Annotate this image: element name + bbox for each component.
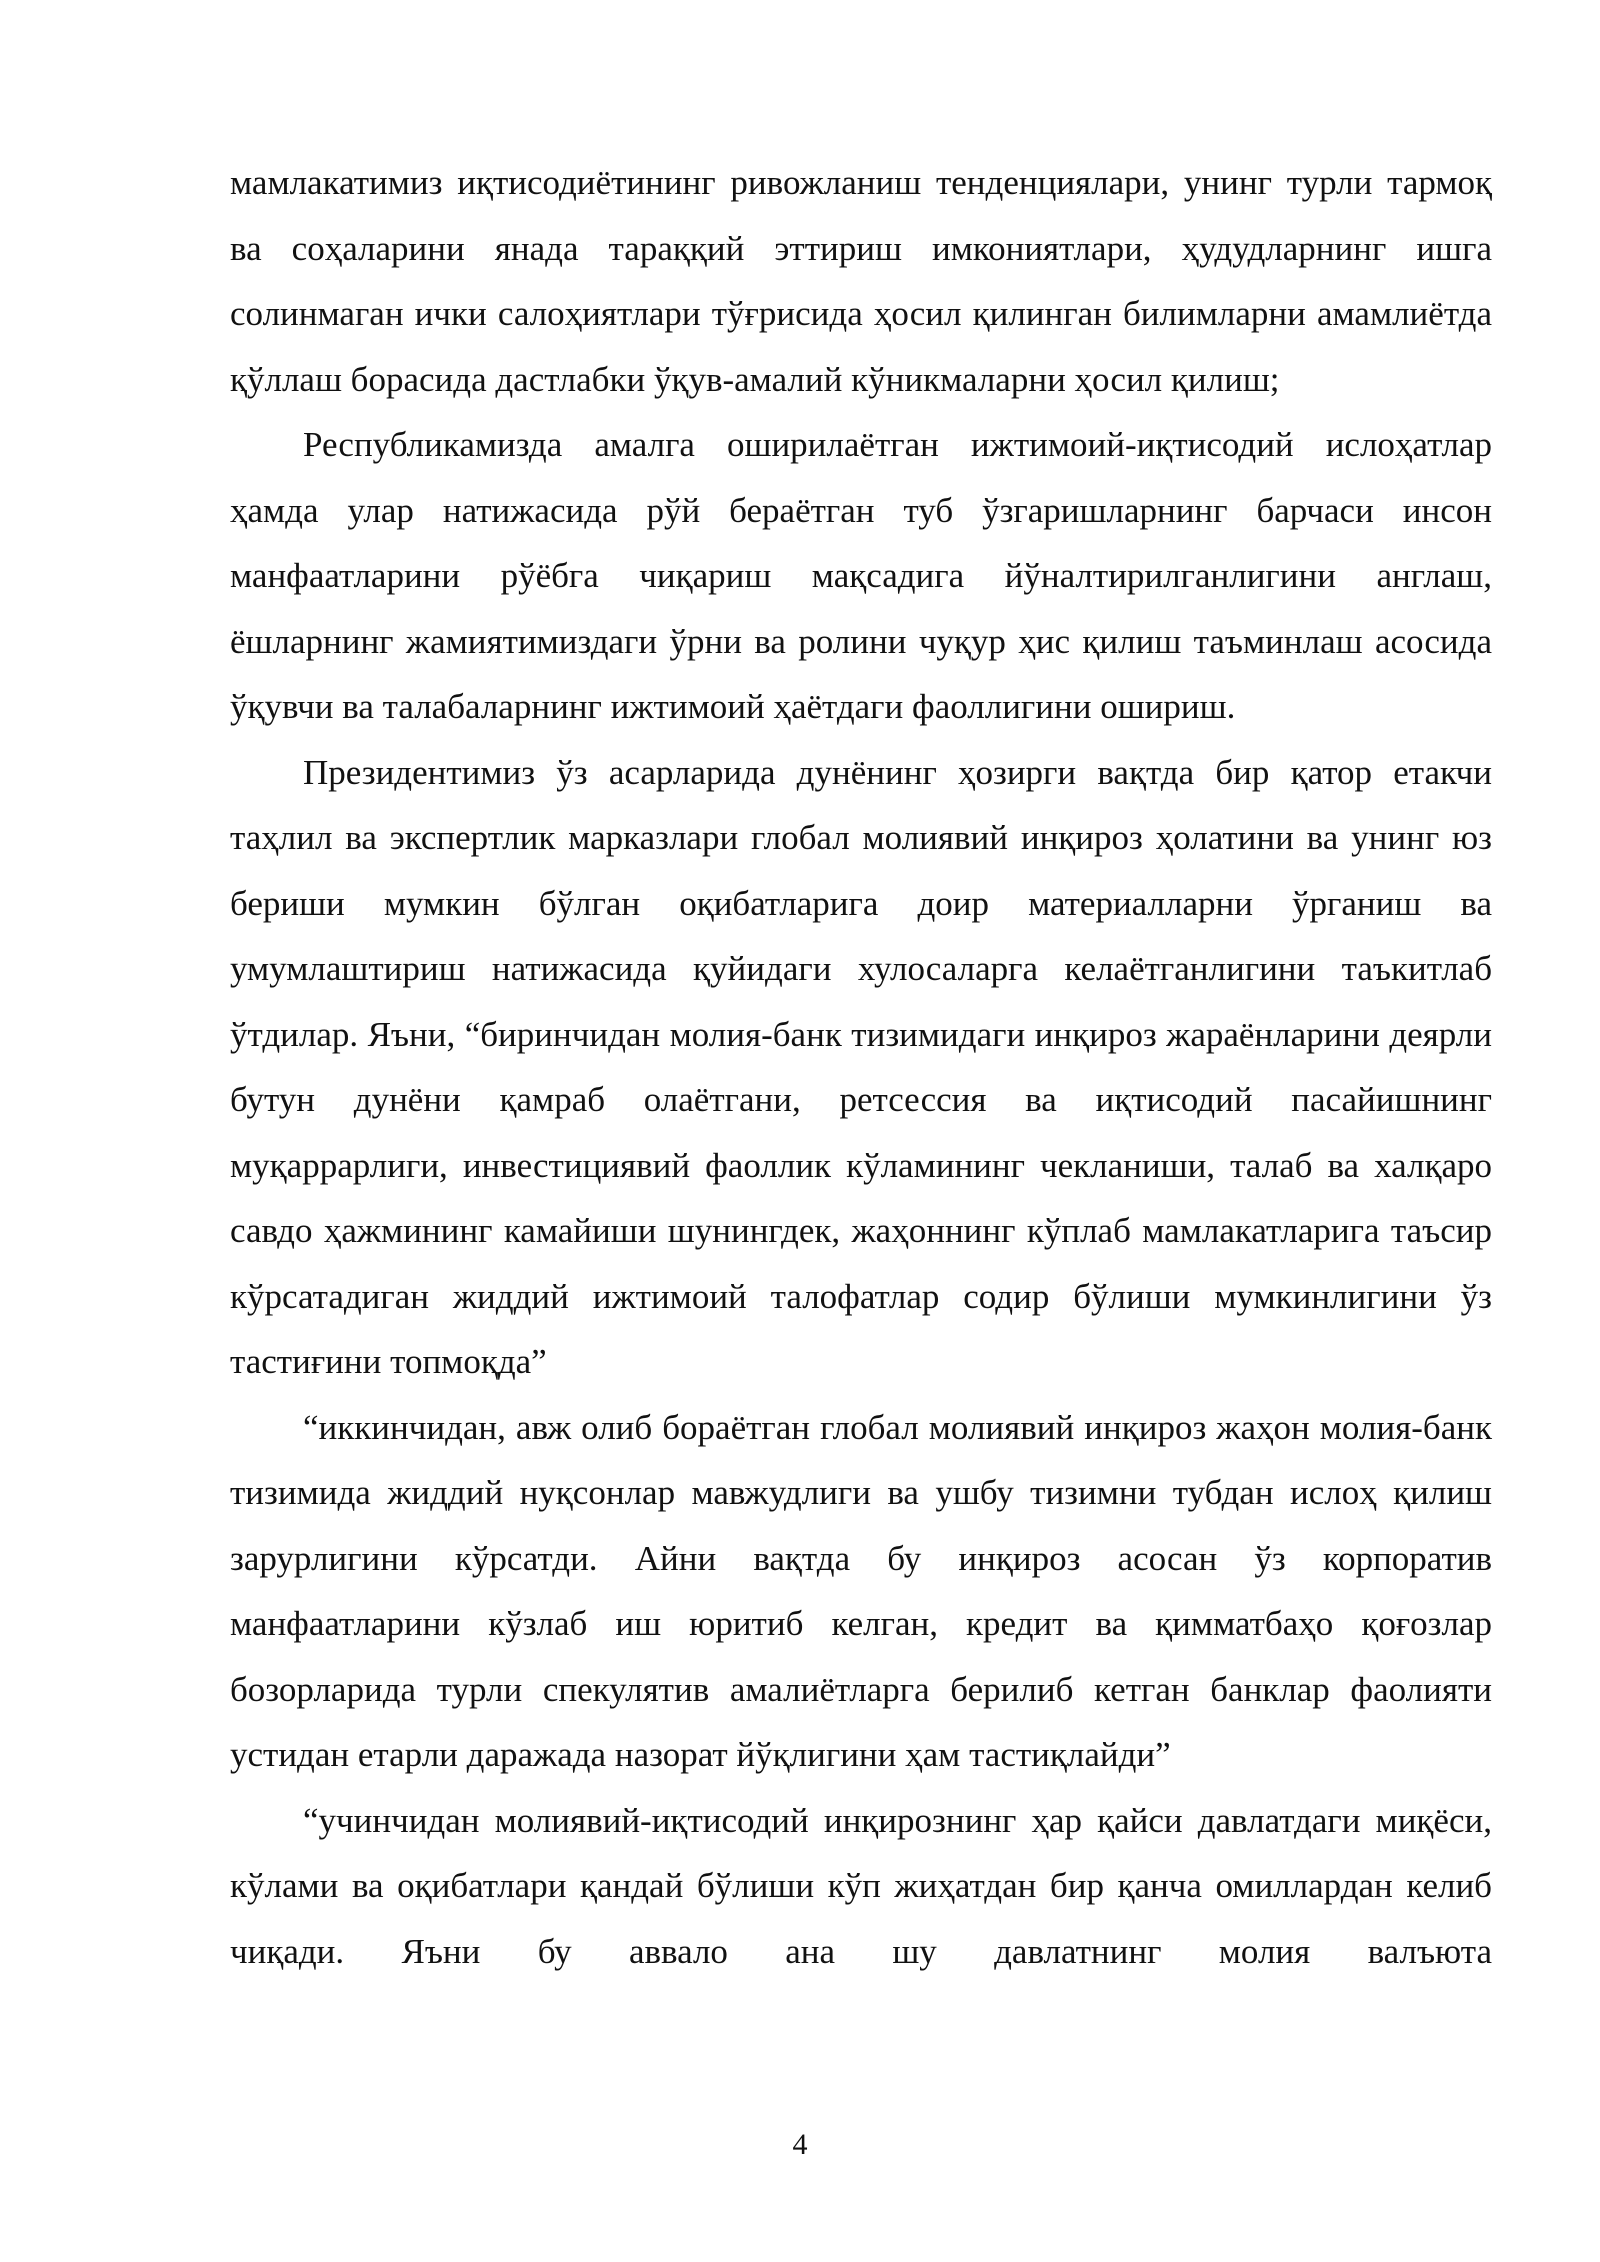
- paragraph-3: Президентимиз ўз асарларида дунёнинг ҳозирги вақтда бир қатор етакчи таҳлил ва экспертлик марказлари глобал молиявий инқироз ҳолатини ва унинг юз бериши мумкин бўлган оқибатларига доир материалларни ўрганиш ва умумлаштириш натижасида қуйидаги хулосаларга келаётганлигини таъкитлаб ўтдилар. Яъни, “биринчидан молия-банк тизимидаги инқироз жараёнларини деярли бутун дунёни қамраб олаётгани, ретсессия ва иқтисодий пасайишнинг муқаррарлиги, инвестициявий фаоллик кўламининг чекланиши, талаб ва халқаро савдо ҳажмининг камайиши шунингдек, жаҳоннинг кўплаб мамлакатларига таъсир кўрсатадиган жиддий ижтимоий талофатлар содир бўлиши мумкинлигини ўз тастиғини топмоқда”: [230, 752, 1492, 1381]
- body-text: [230, 150, 1492, 1984]
- paragraph-2: Республикамизда амалга оширилаётган ижтимоий-иқтисодий ислоҳатлар ҳамда улар натижасида рўй бераётган туб ўзгаришларнинг барчаси инсон манфаатларини рўёбга чиқариш мақсадига йўналтирилганлигини англаш, ёшларнинг жамиятимиздаги ўрни ва ролини чуқур ҳис қилиш таъминлаш асосида ўқувчи ва талабаларнинг ижтимоий ҳаётдаги фаоллигини ошириш.: [230, 425, 1492, 726]
- page-number: 4: [792, 2128, 808, 2161]
- paragraph-5: “учинчидан молиявий-иқтисодий инқирознинг ҳар қайси давлатдаги миқёси, кўлами ва оқибатлари қандай бўлиши кўп жиҳатдан бир қанча омиллардан келиб чиқади. Яъни бу аввало ана шу давлатнинг молия валъюта: [230, 1800, 1492, 1971]
- paragraph-4: “иккинчидан, авж олиб бораётган глобал молиявий инқироз жаҳон молия-банк тизимида жиддий нуқсонлар мавжудлиги ва ушбу тизимни тубдан ислоҳ қилиш зарурлигини кўрсатди. Айни вақтда бу инқироз асосан ўз корпоратив манфаатларини кўзлаб иш юритиб келган, кредит ва қимматбаҳо қоғозлар бозорларида турли спекулятив амалиётларга берилиб кетган банклар фаолияти устидан етарли даражада назорат йўқлигини ҳам тастиқлайди”: [230, 1407, 1492, 1774]
- paragraph-1: мамлакатимиз иқтисодиётининг ривожланиш тенденциялари, унинг турли тармоқ ва соҳаларини янада тараққий эттириш имкониятлари, ҳудудларнинг ишга солинмаган ички салоҳиятлари тўғрисида ҳосил қилинган билимларни амамлиётда қўллаш борасида дастлабки ўқув-амалий кўникмаларни ҳосил қилиш;: [230, 163, 1492, 399]
